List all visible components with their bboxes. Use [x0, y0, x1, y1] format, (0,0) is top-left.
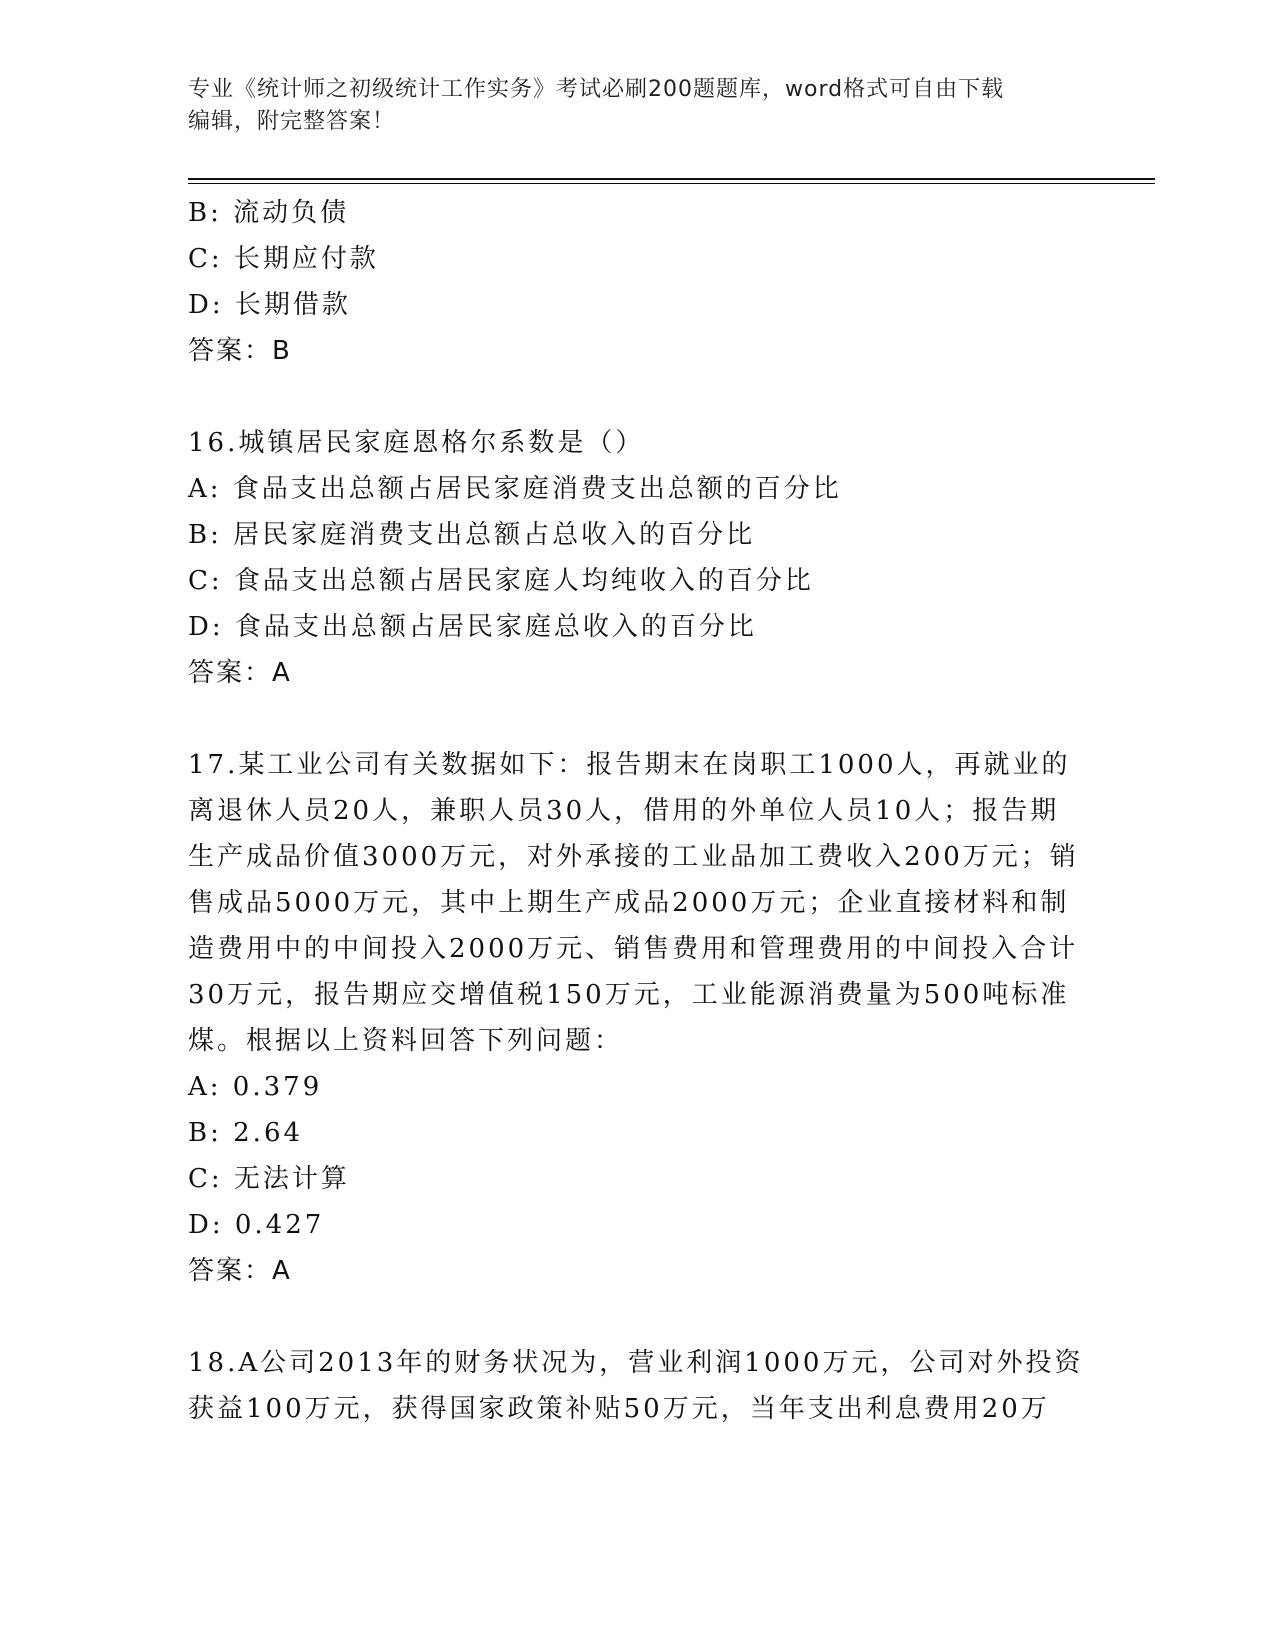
spacer	[188, 1294, 1088, 1340]
answer-line: 答案：A	[188, 658, 292, 688]
option-a: A: 食品支出总额占居民家庭消费支出总额的百分比	[188, 474, 842, 504]
option-b: B: 流动负债	[188, 198, 350, 228]
option-a: A: 0.379	[188, 1072, 323, 1102]
header-title-line-1: 专业《统计师之初级统计工作实务》考试必刷200题题库，word格式可自由下载	[188, 77, 1005, 102]
option-c: C: 无法计算	[188, 1164, 350, 1194]
question-stem-line: 获益100万元，获得国家政策补贴50万元，当年支出利息费用20万	[188, 1394, 1050, 1424]
option-b: B: 居民家庭消费支出总额占总收入的百分比	[188, 520, 756, 550]
header-title-line-2: 编辑，附完整答案！	[188, 109, 396, 134]
question-stem-line: 18.A公司2013年的财务状况为，营业利润1000万元，公司对外投资	[188, 1348, 1084, 1378]
question-stem-line: 离退休人员20人，兼职人员30人，借用的外单位人员10人；报告期	[188, 796, 1060, 826]
answer-line: 答案：A	[188, 1256, 292, 1286]
question-stem-line: 煤。根据以上资料回答下列问题：	[188, 1026, 624, 1056]
question-stem-line: 造费用中的中间投入2000万元、销售费用和管理费用的中间投入合计	[188, 934, 1079, 964]
option-c: C: 长期应付款	[188, 244, 379, 274]
option-c: C: 食品支出总额占居民家庭人均纯收入的百分比	[188, 566, 814, 596]
option-d: D: 0.427	[188, 1210, 325, 1240]
spacer	[188, 374, 1088, 420]
answer-line: 答案：B	[188, 336, 292, 366]
option-d: D: 食品支出总额占居民家庭总收入的百分比	[188, 612, 757, 642]
header-divider	[188, 178, 1155, 180]
question-stem-line: 30万元，报告期应交增值税150万元，工业能源消费量为500吨标准	[188, 980, 1070, 1010]
question-stem-line: 售成品5000万元，其中上期生产成品2000万元；企业直接材料和制	[188, 888, 1070, 918]
question-content	[188, 190, 1088, 1432]
option-b: B: 2.64	[188, 1118, 304, 1148]
option-d: D: 长期借款	[188, 290, 351, 320]
header-divider-thin	[188, 183, 1155, 184]
question-16	[188, 420, 1088, 696]
question-stem-line: 生产成品价值3000万元，对外承接的工业品加工费收入200万元；销	[188, 842, 1079, 872]
question-17	[188, 742, 1088, 1294]
question-stem-line: 17.某工业公司有关数据如下：报告期末在岗职工1000人，再就业的	[188, 750, 1071, 780]
question-15-tail	[188, 190, 1088, 374]
question-18	[188, 1340, 1088, 1432]
question-stem: 16.城镇居民家庭恩格尔系数是（）	[188, 428, 645, 458]
page-header	[188, 74, 1068, 138]
spacer	[188, 696, 1088, 742]
